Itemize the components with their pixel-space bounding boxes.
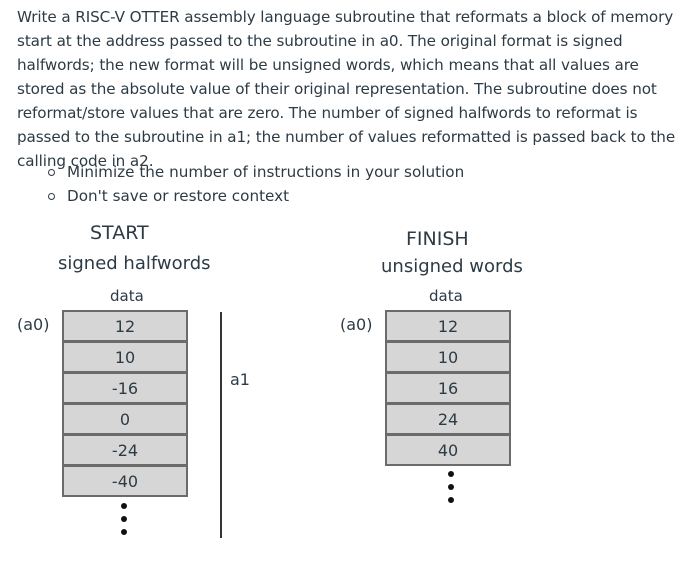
start-cell: -24 [62, 434, 188, 466]
start-subtitle: signed halfwords [58, 253, 211, 274]
start-pointer-label: (a0) [17, 315, 50, 334]
start-cell: 10 [62, 341, 188, 373]
finish-cell: 10 [385, 341, 511, 373]
finish-data-header: data [429, 287, 463, 305]
continuation-dot [121, 516, 127, 522]
finish-pointer-label: (a0) [340, 315, 373, 334]
continuation-dot [121, 503, 127, 509]
finish-cell: 24 [385, 403, 511, 435]
continuation-dot [121, 529, 127, 535]
start-cell: -16 [62, 372, 188, 404]
requirements-list [44, 160, 464, 208]
finish-title: FINISH [406, 228, 469, 250]
continuation-dot [448, 497, 454, 503]
start-title: START [90, 222, 149, 244]
problem-statement: Write a RISC-V OTTER assembly language subroutine that reformats a block of memory start at the address passed to the subroutine in a0. The original format is signed halfwords; the new format will be unsigned words, which means that all values are stored as the absolute value of their original representation. The subroutine does not reformat/store values that are zero. The number of signed halfwords to reformat is passed to the subroutine in a1; the number of values reformatted is passed back to the calling code in a2. [17, 8, 676, 170]
finish-cell: 40 [385, 434, 511, 466]
start-cell: 0 [62, 403, 188, 435]
requirement-item: Minimize the number of instructions in your solution [44, 160, 464, 184]
finish-cell: 12 [385, 310, 511, 342]
requirement-item: Don't save or restore context [44, 184, 464, 208]
count-register-label: a1 [230, 370, 250, 389]
start-cell: 12 [62, 310, 188, 342]
finish-subtitle: unsigned words [381, 256, 523, 277]
continuation-dot [448, 471, 454, 477]
start-data-header: data [110, 287, 144, 305]
finish-cell: 16 [385, 372, 511, 404]
divider-line [220, 312, 222, 538]
continuation-dot [448, 484, 454, 490]
start-cell: -40 [62, 465, 188, 497]
